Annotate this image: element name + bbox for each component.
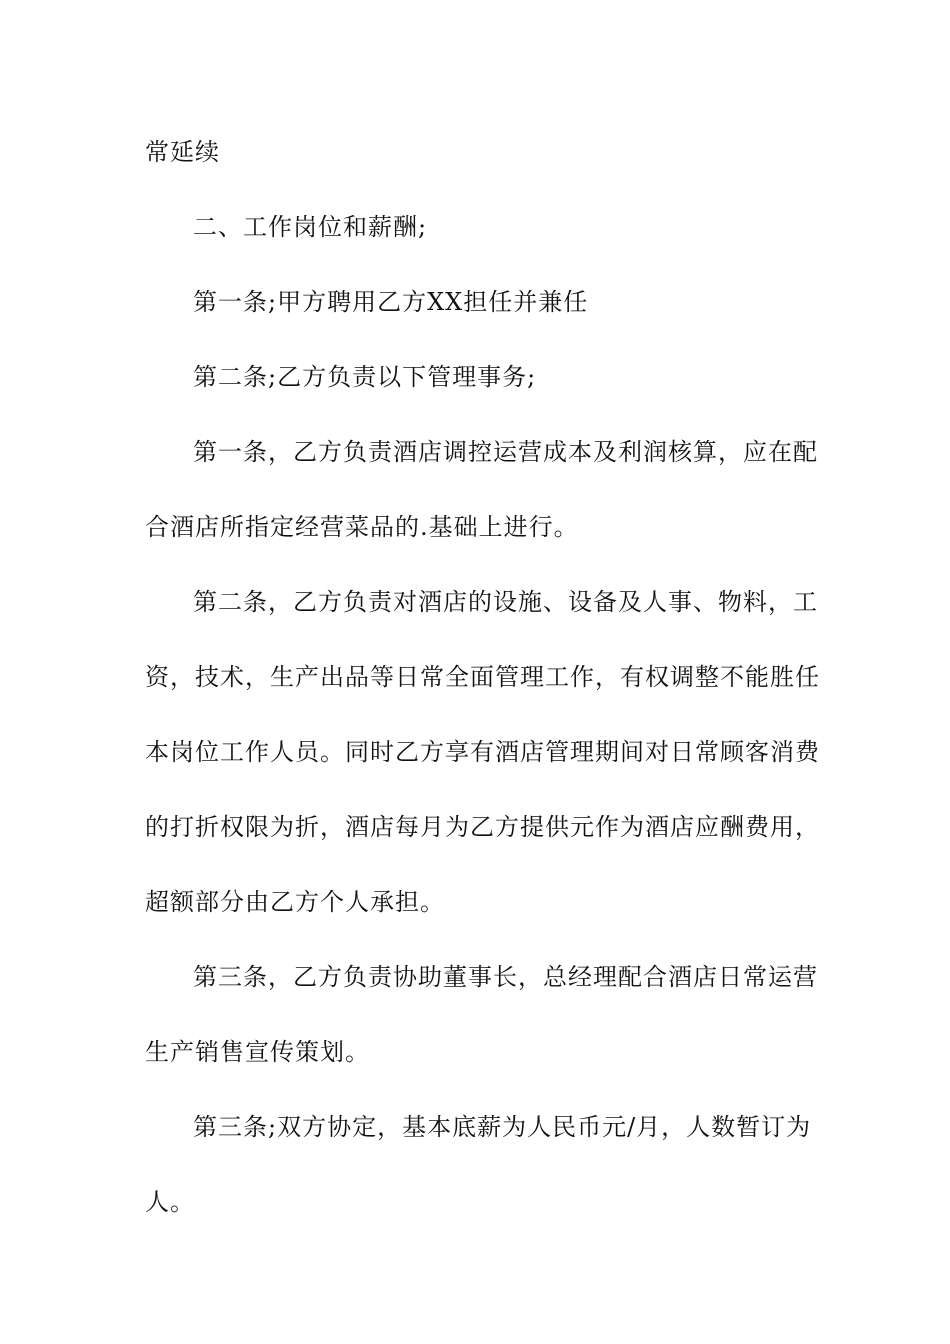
paragraph-2-line-5: 超额部分由乙方个人承担。 bbox=[145, 888, 445, 916]
clause-1-text: 第一条;甲方聘用乙方XX担任并兼任 bbox=[193, 288, 589, 316]
text-line-continuation: 常延续 bbox=[145, 138, 220, 166]
clause-2-text: 第二条;乙方负责以下管理事务; bbox=[193, 363, 537, 391]
paragraph-3-line-1: 第三条，乙方负责协助董事长，总经理配合酒店日常运营 bbox=[193, 963, 818, 991]
paragraph-2-line-1: 第二条，乙方负责对酒店的设施、设备及人事、物料，工 bbox=[193, 588, 818, 616]
paragraph-2-line-2: 资，技术，生产出品等日常全面管理工作，有权调整不能胜任 bbox=[145, 663, 820, 691]
paragraph-1-line-2: 合酒店所指定经营菜品的.基础上进行。 bbox=[145, 513, 579, 541]
paragraph-4-line-2: 人。 bbox=[145, 1188, 195, 1216]
paragraph-3-line-2: 生产销售宣传策划。 bbox=[145, 1038, 370, 1066]
paragraph-1-line-1: 第一条，乙方负责酒店调控运营成本及利润核算，应在配 bbox=[193, 438, 818, 466]
paragraph-2-line-3: 本岗位工作人员。同时乙方享有酒店管理期间对日常顾客消费 bbox=[145, 738, 820, 766]
paragraph-4-line-1: 第三条;双方协定，基本底薪为人民币元/月，人数暂订为 bbox=[193, 1113, 812, 1141]
paragraph-2-line-4: 的打折权限为折，酒店每月为乙方提供元作为酒店应酬费用， bbox=[145, 813, 820, 841]
section-heading: 二、工作岗位和薪酬; bbox=[193, 213, 428, 241]
